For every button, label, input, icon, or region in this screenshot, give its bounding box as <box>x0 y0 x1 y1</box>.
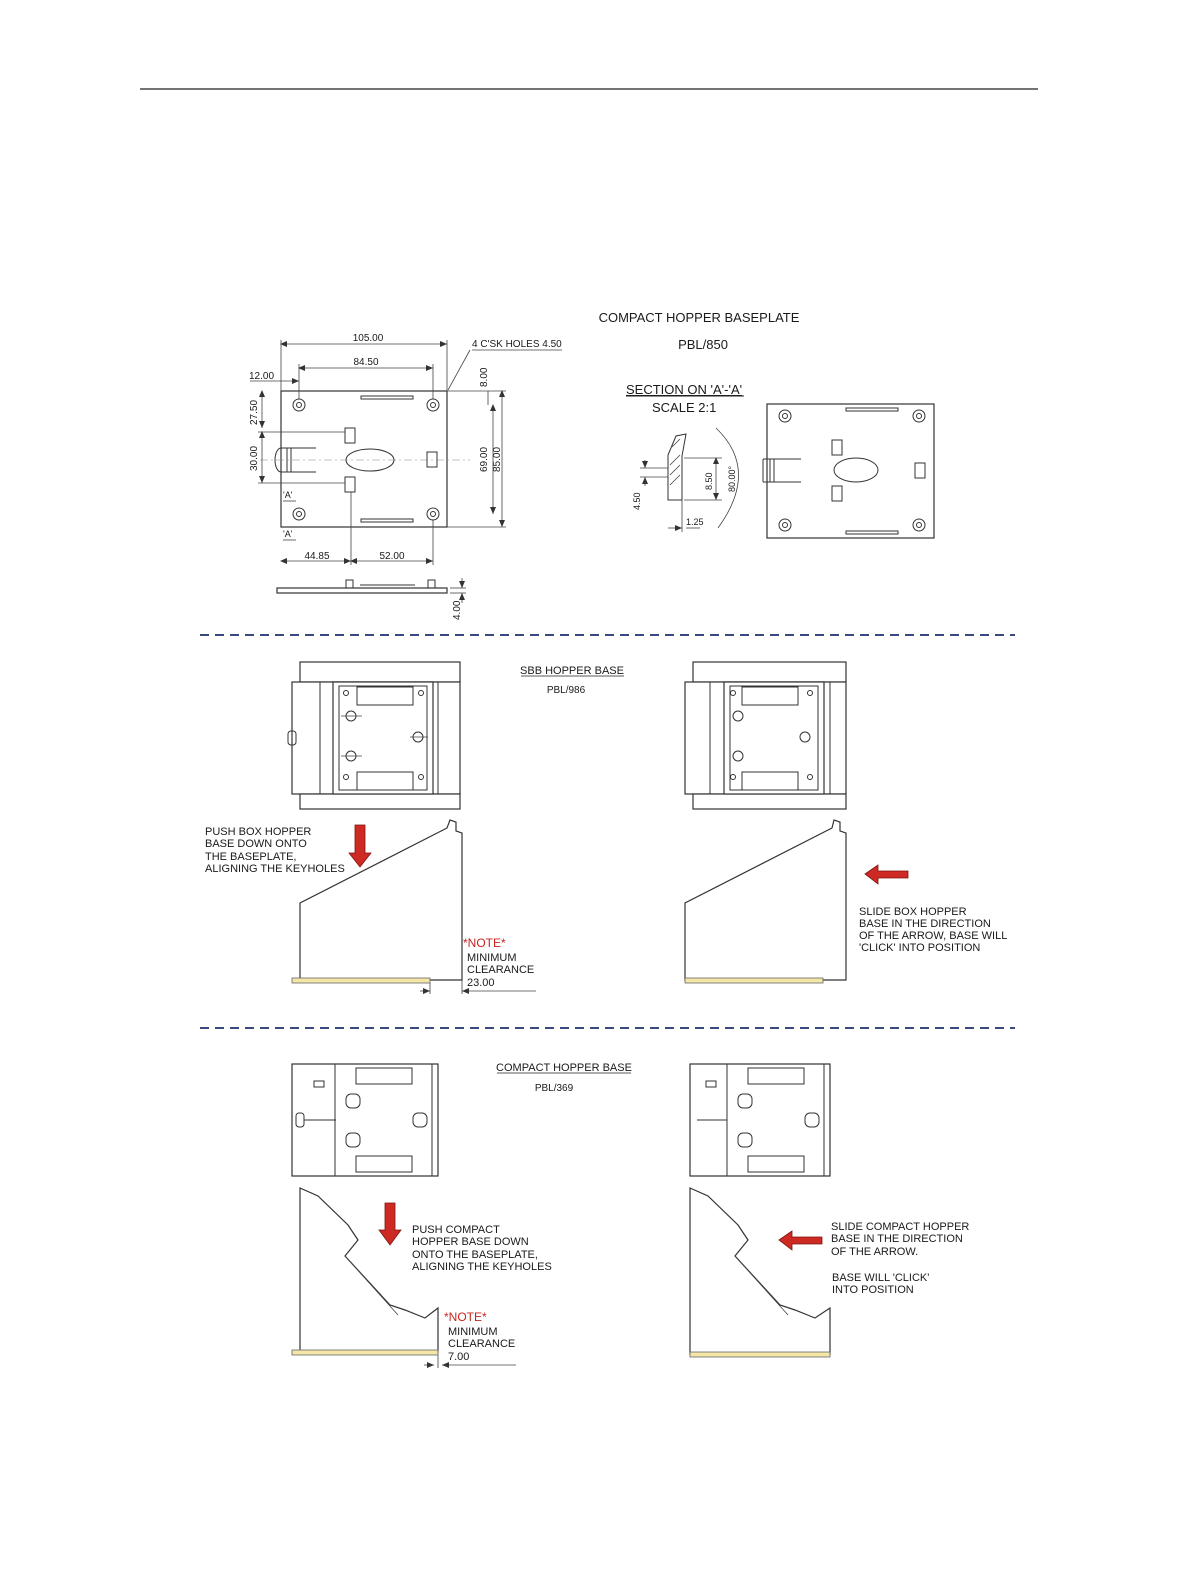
sbb-push-arrow <box>349 825 371 867</box>
svg-text:'CLICK' INTO POSITION: 'CLICK' INTO POSITION <box>859 942 981 954</box>
dim-8: 8.00 <box>479 367 490 387</box>
sbb-side-right <box>685 820 846 983</box>
section-scale: SCALE 2:1 <box>652 400 717 415</box>
sbb-section <box>205 662 1007 994</box>
svg-text:ALIGNING THE KEYHOLES: ALIGNING THE KEYHOLES <box>412 1261 552 1273</box>
svg-text:BASE DOWN ONTO: BASE DOWN ONTO <box>205 838 307 850</box>
sbb-note-label: *NOTE* <box>463 936 506 950</box>
compact-section <box>292 1062 969 1368</box>
svg-text:CLEARANCE: CLEARANCE <box>448 1338 516 1350</box>
svg-text:SLIDE COMPACT HOPPER: SLIDE COMPACT HOPPER <box>831 1221 970 1233</box>
dim-12: 12.00 <box>249 371 275 382</box>
compact-push-instructions <box>412 1224 552 1273</box>
section-title: SECTION ON 'A'-'A' <box>626 382 743 397</box>
compact-top-view-left <box>292 1064 438 1176</box>
compact-slide-instructions <box>831 1221 969 1296</box>
svg-text:ALIGNING THE KEYHOLES: ALIGNING THE KEYHOLES <box>205 863 345 875</box>
sbb-push-instructions <box>205 826 345 875</box>
sbb-slide-arrow <box>865 865 908 884</box>
svg-text:7.00: 7.00 <box>448 1351 470 1363</box>
sbb-top-view-left <box>288 662 460 809</box>
sbb-top-view-right <box>685 662 846 809</box>
compact-top-view-right <box>690 1064 830 1176</box>
svg-text:CLEARANCE: CLEARANCE <box>467 964 535 976</box>
svg-text:BASE IN THE DIRECTION: BASE IN THE DIRECTION <box>859 918 991 930</box>
svg-text:BASE WILL 'CLICK': BASE WILL 'CLICK' <box>832 1272 930 1284</box>
baseplate-title: COMPACT HOPPER BASEPLATE <box>598 310 800 325</box>
dim-27: 27.50 <box>249 399 260 425</box>
svg-text:HOPPER BASE DOWN: HOPPER BASE DOWN <box>412 1236 529 1248</box>
section-mark-bottom: 'A' <box>283 529 293 539</box>
dim-44: 44.85 <box>304 551 330 562</box>
compact-note <box>448 1326 515 1363</box>
dim-84: 84.50 <box>353 357 379 368</box>
section-aa <box>626 382 744 532</box>
svg-text:OF THE ARROW.: OF THE ARROW. <box>831 1246 919 1258</box>
baseplate-right-view <box>763 404 934 538</box>
sbb-note <box>467 952 534 989</box>
svg-text:THE BASEPLATE,: THE BASEPLATE, <box>205 851 297 863</box>
dim-85: 85.00 <box>492 446 503 472</box>
svg-text:MINIMUM: MINIMUM <box>467 952 517 964</box>
svg-text:23.00: 23.00 <box>467 977 495 989</box>
sec-850: 8.50 <box>704 472 714 490</box>
baseplate-top-view <box>260 391 470 527</box>
compact-slide-arrow <box>779 1231 822 1250</box>
baseplate-section <box>249 310 934 620</box>
compact-title: COMPACT HOPPER BASE <box>496 1062 632 1074</box>
dim-4: 4.00 <box>452 600 463 620</box>
baseplate-side-view <box>277 578 466 620</box>
holes-note: 4 C'SK HOLES 4.50 <box>472 339 562 350</box>
sbb-code: PBL/986 <box>546 685 586 696</box>
section-mark-top: 'A' <box>283 490 293 500</box>
compact-note-label: *NOTE* <box>444 1310 487 1324</box>
svg-text:BASE IN THE DIRECTION: BASE IN THE DIRECTION <box>831 1233 963 1245</box>
dim-30: 30.00 <box>249 445 260 471</box>
svg-text:ONTO THE BASEPLATE,: ONTO THE BASEPLATE, <box>412 1249 538 1261</box>
svg-text:OF THE ARROW, BASE WILL: OF THE ARROW, BASE WILL <box>859 930 1008 942</box>
sbb-title: SBB HOPPER BASE <box>520 665 624 677</box>
compact-side-right <box>690 1188 830 1357</box>
svg-text:SLIDE BOX HOPPER: SLIDE BOX HOPPER <box>859 906 967 918</box>
dim-105: 105.00 <box>352 333 384 344</box>
svg-text:PUSH BOX HOPPER: PUSH BOX HOPPER <box>205 826 312 838</box>
dim-69: 69.00 <box>479 446 490 472</box>
sec-450: 4.50 <box>632 492 642 510</box>
compact-code: PBL/369 <box>534 1083 574 1094</box>
dim-52: 52.00 <box>379 551 405 562</box>
baseplate-code: PBL/850 <box>678 337 728 352</box>
sec-125: 1.25 <box>686 517 704 527</box>
svg-text:MINIMUM: MINIMUM <box>448 1326 498 1338</box>
compact-push-arrow <box>379 1203 401 1245</box>
svg-text:INTO POSITION: INTO POSITION <box>832 1284 914 1296</box>
sbb-slide-instructions <box>859 906 1007 954</box>
sec-80: 80.00° <box>727 465 737 492</box>
svg-text:PUSH COMPACT: PUSH COMPACT <box>412 1224 500 1236</box>
